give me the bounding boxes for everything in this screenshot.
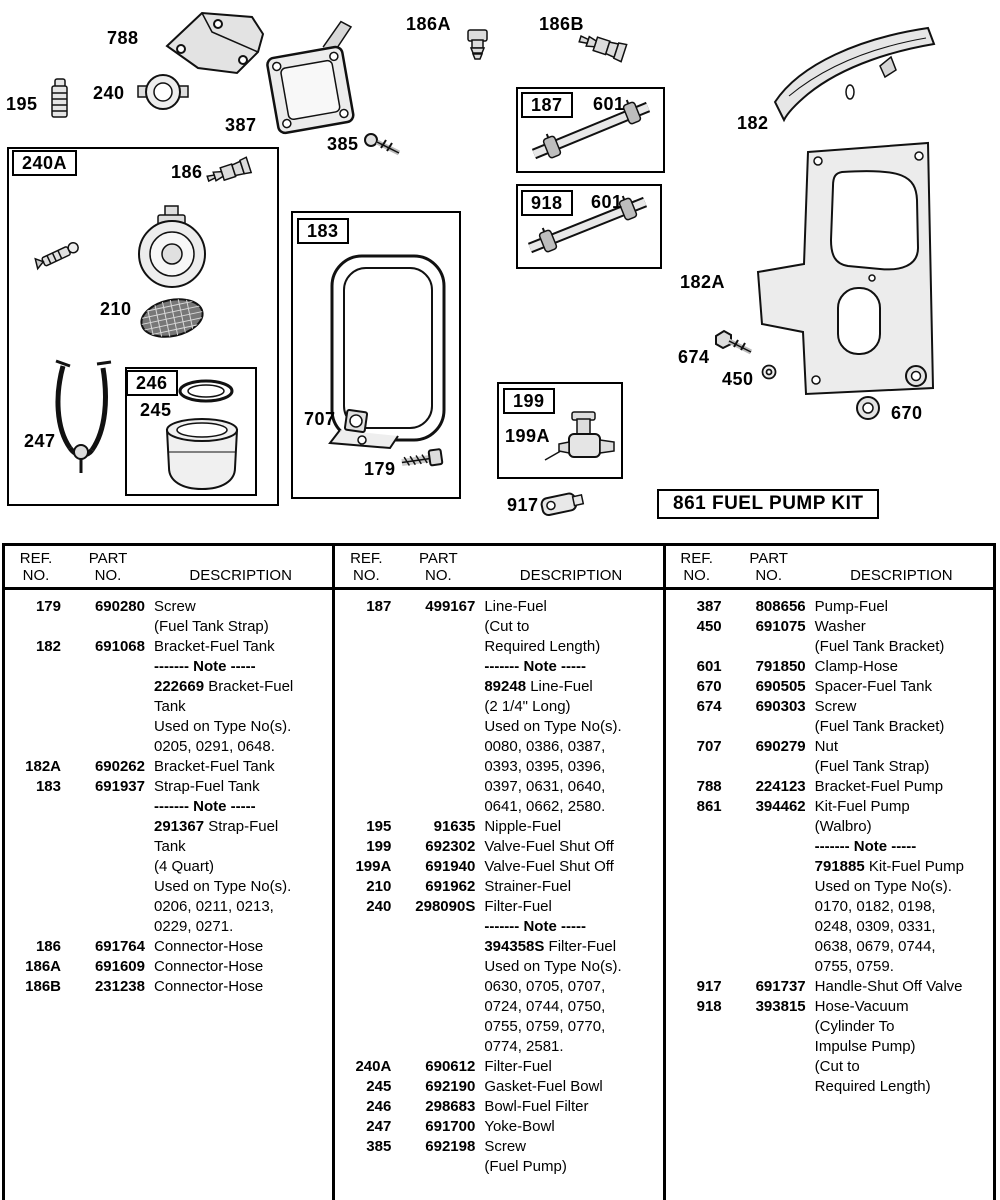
diagram-label-674: 674 (678, 347, 710, 367)
part-no-cell: 692198 (425, 1138, 476, 1155)
description-cell: Bracket-Fuel Tank (154, 758, 275, 775)
part-199a-valve-icon (545, 412, 614, 460)
part-no-cell: 224123 (755, 778, 806, 795)
part-182a-bracket-icon (758, 143, 933, 394)
part-row-182a (5, 757, 332, 777)
column-body (5, 590, 332, 997)
description-cell: Handle-Shut Off Valve (814, 978, 963, 995)
part-row-450 (666, 617, 993, 657)
ref-no-cell: 182 (35, 638, 61, 655)
diagram-label-387: 387 (225, 115, 257, 135)
diagram-label-788: 788 (107, 28, 139, 48)
description-cell: Valve-Fuel Shut Off (484, 838, 614, 855)
ref-no-cell: 186 (35, 938, 61, 955)
ref-no-cell: 183 (35, 778, 61, 795)
part-row-670 (666, 677, 993, 697)
part-387-fuel-pump-icon (262, 20, 367, 134)
part-247-yoke-icon (56, 361, 111, 473)
part-788-bracket-fuel-pump-icon (167, 13, 263, 73)
part-no-cell: 231238 (94, 978, 145, 995)
part-707-nut-icon (345, 410, 368, 433)
ref-no-cell: 199 (366, 838, 392, 855)
description-cell: Clamp-Hose (814, 658, 899, 675)
ref-no-cell: 247 (366, 1118, 392, 1135)
part-no-cell: 499167 (425, 598, 476, 615)
diagram-label-183: 183 (297, 218, 349, 244)
diagram-label-187: 187 (521, 92, 573, 118)
description-header: DESCRIPTION (189, 567, 292, 584)
description-cell: Filter-Fuel ------- Note ----- 394358S Filter-Fuel Used on Type No(s). 0630, 0705, 0707, 0724, 0744, 0750, 0755, 0759, 0770, 0774, 2581. (484, 898, 622, 1055)
description-cell: Nut (Fuel Tank Strap) (814, 738, 930, 775)
description-cell: Hose-Vacuum (Cylinder To Impulse Pump) (Cut to Required Length) (814, 998, 931, 1095)
part-no-header: PART NO. (749, 550, 788, 584)
parts-column-3 (666, 546, 996, 1200)
description-cell: Yoke-Bowl (484, 1118, 555, 1135)
ref-no-cell: 670 (696, 678, 722, 695)
ref-no-cell: 186A (25, 958, 61, 975)
part-no-cell: 690612 (425, 1058, 476, 1075)
part-row-187 (335, 597, 662, 817)
description-cell: Connector-Hose (154, 938, 264, 955)
column-header (666, 546, 993, 590)
diagram-label-670: 670 (891, 403, 923, 423)
part-row-195 (335, 817, 662, 837)
part-240a-filter-cap-icon (139, 206, 205, 287)
description-cell: Connector-Hose (154, 978, 264, 995)
part-no-cell: 691737 (755, 978, 806, 995)
parts-diagram-artwork (0, 0, 1000, 538)
part-240-fuel-filter-icon (138, 75, 188, 109)
part-917-handle-icon (540, 491, 584, 516)
diagram-label-186: 186 (171, 162, 203, 182)
part-row-199a (335, 857, 662, 877)
diagram-label-179: 179 (364, 459, 396, 479)
diagram-label-182: 182 (737, 113, 769, 133)
part-no-cell: 691700 (425, 1118, 476, 1135)
part-no-cell: 690279 (755, 738, 806, 755)
part-row-385 (335, 1137, 662, 1177)
part-row-245 (335, 1077, 662, 1097)
description-cell: Line-Fuel (Cut to Required Length) ------- Note ----- 89248 Line-Fuel (2 1/4" Long) Used on Type No(s). 0080, 0386, 0387, 0393, 0395, 0396, 0397, 0631, 0640, 0641, 0662, 2580. (484, 598, 622, 815)
ref-no-cell: 450 (696, 618, 722, 635)
part-no-cell: 691068 (94, 638, 145, 655)
description-cell: Nipple-Fuel (484, 818, 562, 835)
part-385-screw-icon (365, 134, 399, 153)
part-row-387 (666, 597, 993, 617)
diagram-label-182a: 182A (680, 272, 726, 292)
description-cell: Pump-Fuel (814, 598, 889, 615)
diagram-label-240: 240 (93, 83, 125, 103)
ref-no-cell: 179 (35, 598, 61, 615)
description-cell: Screw (Fuel Tank Bracket) (814, 698, 945, 735)
part-182-bracket-icon (775, 28, 934, 120)
part-row-601 (666, 657, 993, 677)
ref-no-cell: 674 (696, 698, 722, 715)
ref-no-header: REF. NO. (680, 550, 713, 584)
part-no-cell: 298090S (415, 898, 476, 915)
part-no-header: PART NO. (88, 550, 128, 584)
diagram-label-246: 246 (126, 370, 178, 396)
ref-no-cell: 707 (696, 738, 722, 755)
description-cell: Connector-Hose (154, 958, 264, 975)
description-cell: Bracket-Fuel Tank ------- Note ----- 222669 Bracket-Fuel Tank Used on Type No(s). 0205, 0291, 0648. (154, 638, 294, 755)
part-row-246 (335, 1097, 662, 1117)
part-245-gasket-icon (180, 381, 232, 401)
part-no-cell: 691609 (94, 958, 145, 975)
column-body (666, 590, 993, 1097)
part-195-nipple-icon (52, 79, 67, 117)
diagram-label-210: 210 (100, 299, 132, 319)
description-header: DESCRIPTION (519, 567, 623, 584)
ref-no-header: REF. NO. (350, 550, 383, 584)
diagram-label-195: 195 (6, 94, 38, 114)
part-246-bowl-icon (167, 419, 237, 489)
ref-no-cell: 245 (366, 1078, 392, 1095)
ref-no-cell: 199A (355, 858, 392, 875)
diagram-label-917: 917 (507, 495, 539, 515)
parts-table (2, 543, 996, 1200)
part-no-cell: 91635 (433, 818, 476, 835)
ref-no-cell: 385 (366, 1138, 392, 1155)
ref-no-cell: 788 (696, 778, 722, 795)
part-no-cell: 690280 (94, 598, 145, 615)
part-no-cell: 808656 (755, 598, 806, 615)
description-cell: Washer (Fuel Tank Bracket) (814, 618, 945, 655)
part-186a-connector-icon (468, 30, 487, 59)
diagram-label-247: 247 (24, 431, 56, 451)
part-179-screw-icon (401, 449, 443, 469)
parts-column-2 (335, 546, 665, 1200)
part-240a-fitting-icon (33, 240, 79, 269)
description-header: DESCRIPTION (850, 567, 953, 584)
ref-no-cell: 195 (366, 818, 392, 835)
part-674-screw-icon (716, 331, 751, 352)
part-no-header: PART NO. (419, 550, 458, 584)
ref-no-cell: 246 (366, 1098, 392, 1115)
ref-no-cell: 186B (25, 978, 61, 995)
part-no-cell: 691764 (94, 938, 145, 955)
diagram-label-186a: 186A (406, 14, 452, 34)
diagram-label-450: 450 (722, 369, 754, 389)
ref-no-cell: 861 (696, 798, 722, 815)
column-header (5, 546, 332, 590)
diagram-label-601: 601 (591, 192, 623, 212)
part-row-210 (335, 877, 662, 897)
diagram-label-385: 385 (327, 134, 359, 154)
ref-no-cell: 240A (355, 1058, 392, 1075)
column-body (335, 590, 662, 1177)
part-186b-connector-icon (577, 30, 626, 61)
part-no-cell: 298683 (425, 1098, 476, 1115)
description-cell: Strap-Fuel Tank ------- Note ----- 291367 Strap-Fuel Tank (4 Quart) Used on Type No(s). 0206, 0211, 0213, 0229, 0271. (154, 778, 292, 935)
part-row-182 (5, 637, 332, 757)
ref-no-cell: 240 (366, 898, 392, 915)
part-no-cell: 691937 (94, 778, 145, 795)
part-row-707 (666, 737, 993, 777)
description-cell: Spacer-Fuel Tank (814, 678, 932, 695)
part-row-917 (666, 977, 993, 997)
description-cell: Kit-Fuel Pump (Walbro) ------- Note ----- 791885 Kit-Fuel Pump Used on Type No(s). 0170, 0182, 0198, 0248, 0309, 0331, 0638, 0679, 0744, 0755, 0759. (814, 798, 964, 975)
description-cell: Bracket-Fuel Pump (814, 778, 944, 795)
part-row-788 (666, 777, 993, 797)
diagram-label-199: 199 (503, 388, 555, 414)
part-210-strainer-icon (138, 294, 206, 342)
part-no-cell: 791850 (755, 658, 806, 675)
part-row-199 (335, 837, 662, 857)
part-450-washer-icon (763, 366, 776, 379)
part-no-cell: 691075 (755, 618, 806, 635)
ref-no-cell: 210 (366, 878, 392, 895)
parts-diagram (0, 0, 1000, 538)
description-cell: Bowl-Fuel Filter (484, 1098, 589, 1115)
part-row-186b (5, 977, 332, 997)
ref-no-cell: 182A (25, 758, 61, 775)
description-cell: Filter-Fuel (484, 1058, 552, 1075)
part-no-cell: 691940 (425, 858, 476, 875)
part-row-918 (666, 997, 993, 1097)
part-no-cell: 690303 (755, 698, 806, 715)
part-no-cell: 692302 (425, 838, 476, 855)
description-cell: Gasket-Fuel Bowl (484, 1078, 603, 1095)
part-no-cell: 690262 (94, 758, 145, 775)
part-row-861 (666, 797, 993, 977)
part-no-cell: 393815 (755, 998, 806, 1015)
part-row-183 (5, 777, 332, 937)
description-cell: Screw (Fuel Pump) (484, 1138, 567, 1175)
part-no-cell: 692190 (425, 1078, 476, 1095)
ref-no-header: REF. NO. (19, 550, 53, 584)
diagram-label-199a: 199A (505, 426, 551, 446)
part-row-179 (5, 597, 332, 637)
ref-no-cell: 187 (366, 598, 392, 615)
column-header (335, 546, 662, 590)
ref-no-cell: 918 (696, 998, 722, 1015)
description-cell: Strainer-Fuel (484, 878, 572, 895)
diagram-label-918: 918 (521, 190, 573, 216)
part-no-cell: 691962 (425, 878, 476, 895)
part-row-247 (335, 1117, 662, 1137)
part-row-186 (5, 937, 332, 957)
part-row-240a (335, 1057, 662, 1077)
part-no-cell: 394462 (755, 798, 806, 815)
part-186-connector-icon (205, 157, 251, 186)
ref-no-cell: 387 (696, 598, 722, 615)
description-cell: Valve-Fuel Shut Off (484, 858, 614, 875)
diagram-label-186b: 186B (539, 14, 585, 34)
diagram-label-240a: 240A (12, 150, 77, 176)
ref-no-cell: 601 (696, 658, 722, 675)
part-row-674 (666, 697, 993, 737)
ref-no-cell: 917 (696, 978, 722, 995)
fuel-pump-kit-title: 861 FUEL PUMP KIT (657, 489, 879, 519)
diagram-label-707: 707 (304, 409, 336, 429)
part-no-cell: 690505 (755, 678, 806, 695)
diagram-label-245: 245 (140, 400, 172, 420)
parts-column-1 (2, 546, 335, 1200)
description-cell: Screw (Fuel Tank Strap) (154, 598, 269, 635)
part-row-186a (5, 957, 332, 977)
diagram-label-601: 601 (593, 94, 625, 114)
part-row-240 (335, 897, 662, 1057)
